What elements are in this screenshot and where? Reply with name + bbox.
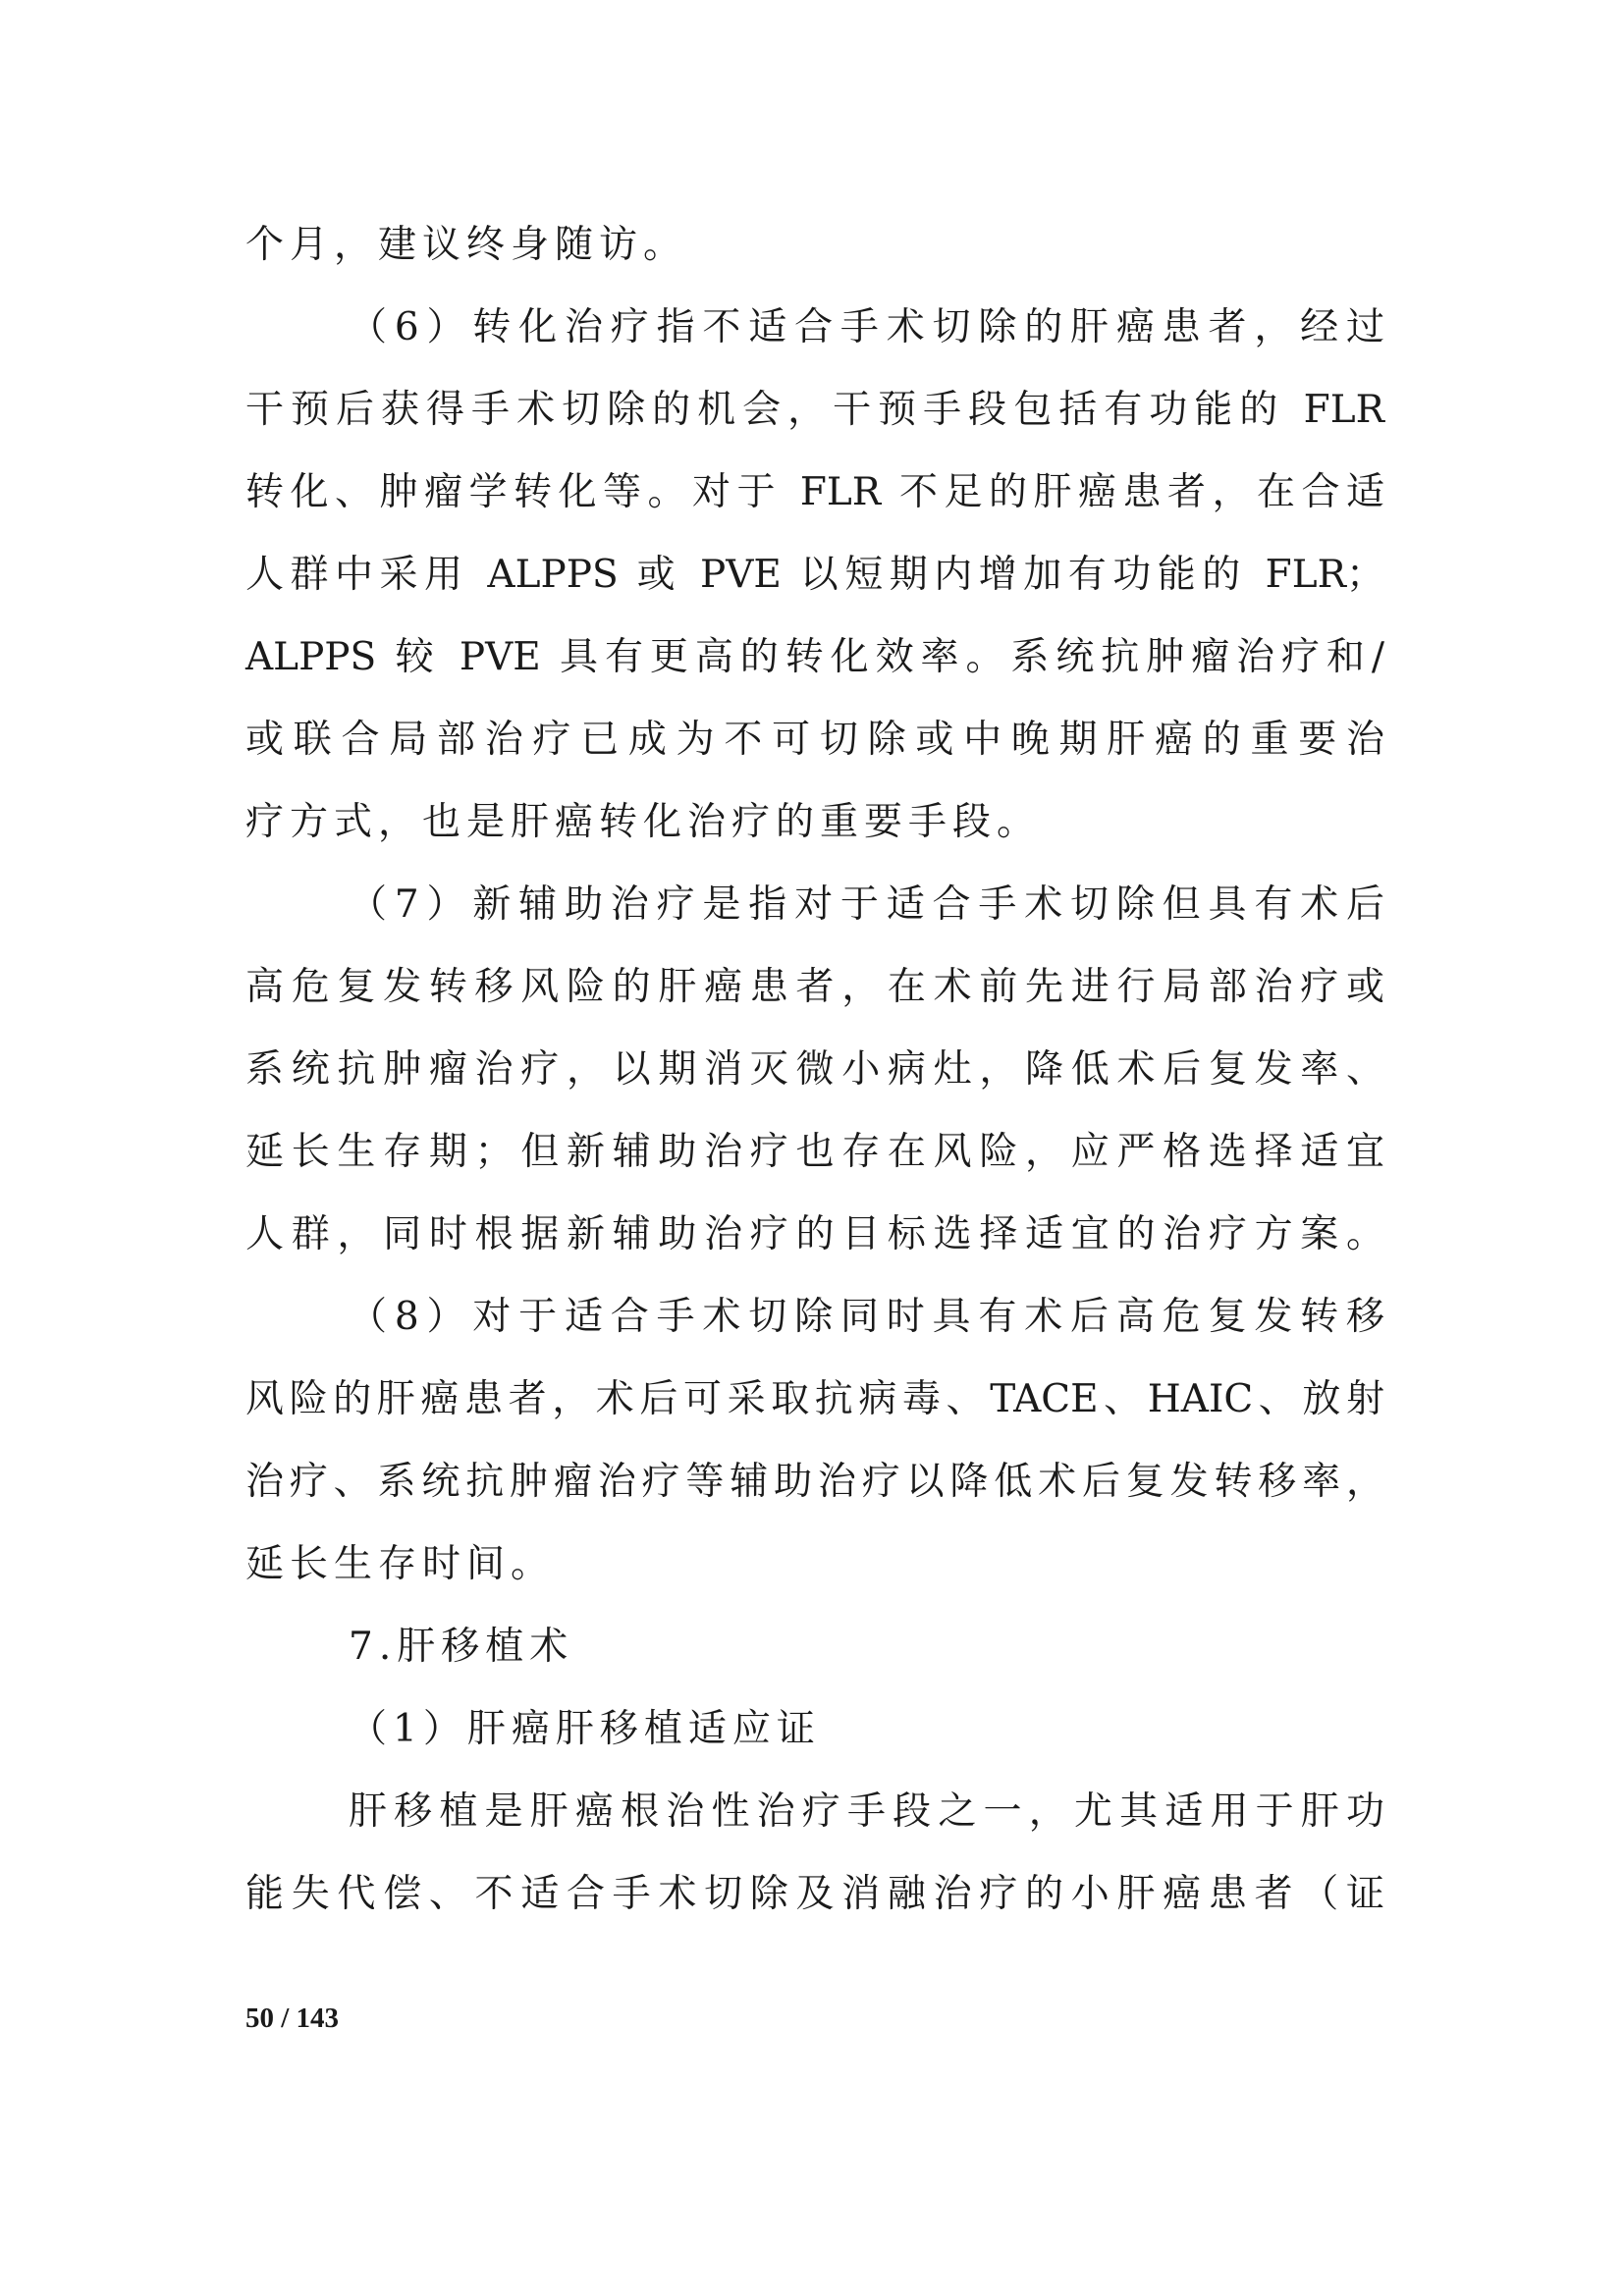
text-line: 延长生存期；但新辅助治疗也存在风险，应严格选择适宜 <box>245 1130 1384 1174</box>
text-line: （8）对于适合手术切除同时具有术后高危复发转移 <box>349 1295 1384 1339</box>
subsection-heading: （1）肝癌肝移植适应证 <box>349 1707 821 1751</box>
text-line: 治疗、系统抗肿瘤治疗等辅助治疗以降低术后复发转移率， <box>245 1460 1384 1504</box>
text-line: 延长生存时间。 <box>245 1542 556 1586</box>
text-line: 肝移植是肝癌根治性治疗手段之一，尤其适用于肝功 <box>349 1789 1384 1834</box>
text-line: 高危复发转移风险的肝癌患者，在术前先进行局部治疗或 <box>245 965 1384 1009</box>
section-heading: 7.肝移植术 <box>349 1625 574 1669</box>
text-line: 个月，建议终身随访。 <box>245 223 688 267</box>
text-line: 能失代偿、不适合手术切除及消融治疗的小肝癌患者（证 <box>245 1872 1384 1916</box>
text-line: 或联合局部治疗已成为不可切除或中晚期肝癌的重要治 <box>245 718 1384 762</box>
text-line: 疗方式，也是肝癌转化治疗的重要手段。 <box>245 800 1042 844</box>
text-line: （6）转化治疗指不适合手术切除的肝癌患者，经过 <box>349 305 1384 349</box>
text-line: 人群，同时根据新辅助治疗的目标选择适宜的治疗方案。 <box>245 1212 1384 1256</box>
text-line: （7）新辅助治疗是指对于适合手术切除但具有术后 <box>349 882 1384 927</box>
text-line: 转化、肿瘤学转化等。对于 FLR 不足的肝癌患者，在合适 <box>245 470 1384 514</box>
text-line: 人群中采用 ALPPS 或 PVE 以短期内增加有功能的 FLR； <box>245 553 1384 597</box>
text-line: ALPPS 较 PVE 具有更高的转化效率。系统抗肿瘤治疗和/ <box>245 635 1384 679</box>
text-line: 系统抗肿瘤治疗，以期消灭微小病灶，降低术后复发率、 <box>245 1047 1384 1092</box>
text-line: 风险的肝癌患者，术后可采取抗病毒、TACE、HAIC、放射 <box>245 1377 1384 1421</box>
page-number: 50 / 143 <box>245 2002 340 2034</box>
text-line: 干预后获得手术切除的机会，干预手段包括有功能的 FLR <box>245 388 1384 432</box>
